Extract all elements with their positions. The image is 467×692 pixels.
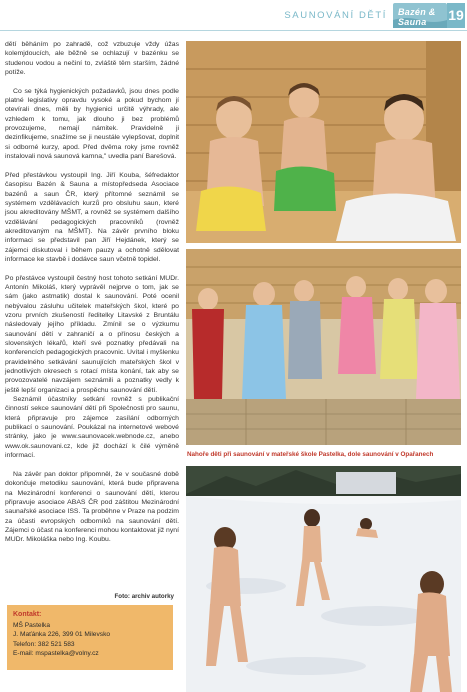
article-text-column <box>5 40 179 554</box>
article-paragraph: Na závěr pan doktor připomněl, že v současné době dokončuje metodiku saunování, která bude připravena na Mezinárodní konferenci o saunování dětí, kterou připravuje asociace ABAS ČR pod záštitou Mezinárodní saunařské asociace ISS. Ta proběhne v Praze na podzim za účasti evropských odborníků na saunování dětí. Zájemci o účast na konferenci mohou kontaktovat již nyní MUDr. Mikoláška nebo Ing. Koubu. <box>5 470 179 544</box>
page-header <box>0 0 467 38</box>
article-paragraph: Po přestávce vystoupil čestný host tohoto setkání MUDr. Antonín Mikoláš, který vyprávěl nejprve o tom, jak se sám (jako astmatik) dostal k saunování. Poté ocenil nebývalou zásluhu učitelek mateřských škol, které po vzoru prvních zkušeností ředitelky Litavské z Bruntálu následovaly jejího příkladu. Zmínil se o výzkumu saunování dětí v zahraničí a o přínosu českých a slovenských lékařů, kteří své poznatky předávali na konferencích pedagogických pracovnic. Uvítal i myšlenku pravidelného setkávání saunujících mateřských škol v jednotlivých okresech s rotací místa konání, tak aby se provozovatelé navzájem seznámili a poznatky vedly k ještě lepší organizaci a prospěchu saunování dětí. <box>5 274 179 394</box>
photo-children-in-snow <box>186 466 461 692</box>
logo-text: Bazén & Sauna <box>398 7 436 27</box>
article-paragraph: Co se týká hygienických požadavků, jsou dnes podle platné legislativy opravdu vysoké a pokud bychom jí otevírali dnes, měli by hygienici určitě výhrady, ale vzhledem k tomu, jak dlouho ji bez problémů provozujeme, nemají námitek. Pravidelně ji dezinfikujeme, snažíme se ji neustále vylepšovat, doplnit si odborné kurzy, apod. Před dvěma roky jsme rovněž instalovali nová saunová kamna," uvedla paní Barešová. <box>5 87 179 161</box>
photo-children-in-bathrobes <box>186 249 461 445</box>
article-paragraph: Před přestávkou vystoupil Ing. Jiří Kouba, šéfredaktor časopisu Bazén & Sauna a místopředseda Asociace bazénů a saun ČR, který přítomné seznámil se systémem vzdělávacích kurzů pro obsluhu saun, které jsou akreditovány MŠMT, a rovněž se systémem dalšího vzdělávání pedagogických pracovníků (rovněž akreditovaným na MŠMT). Na závěr prvního bloku informaci se představil pan Jiří Hejdánek, který se zájemci diskutoval i během pauzy a ochotně sdělovat informace ke stavbě i dodávce saun včetně topidel. <box>5 171 179 263</box>
contact-line: MŠ Pastelka <box>13 621 51 629</box>
contact-title: Kontakt: <box>13 611 42 618</box>
magazine-logo <box>393 3 447 28</box>
header-divider <box>0 30 467 31</box>
contact-line: Telefon: 382 521 583 <box>13 640 75 648</box>
section-title: SAUNOVÁNÍ DĚTÍ <box>284 10 387 21</box>
article-paragraph: dětí běháním po zahradě, což vzbuzuje vždy úžas kolemjdoucích, ale běžně se ochlazují v bazénku se studenou vodou a nečiní to, zvláště těm starším, žádné potíže. <box>5 41 179 77</box>
photo-children-in-sauna <box>186 41 461 243</box>
contact-box <box>7 605 173 670</box>
photo-credit: Foto: archiv autorky <box>114 593 174 600</box>
page-number: 19 <box>447 3 465 28</box>
photo-caption: Nahoře děti při saunování v mateřské škole Pastelka, dole saunování v Opařanech <box>187 451 434 458</box>
article-paragraph: Seznámil účastníky setkání rovněž s publikační činností sekce saunování dětí při Společnosti pro saunu, která připravuje pro zájemce zasílání odborných publikací o saunování. Poukázal na internetové webové stránky, jako je www.saunovacek.webnode.cz, anebo www.ok.saunovani.cz, kde již dochází k čilé výměně informací. <box>5 396 179 460</box>
contact-line: J. Maťánka 226, 399 01 Milevsko <box>13 631 111 638</box>
contact-email: E-mail: mspastelka@volny.cz <box>13 650 99 657</box>
